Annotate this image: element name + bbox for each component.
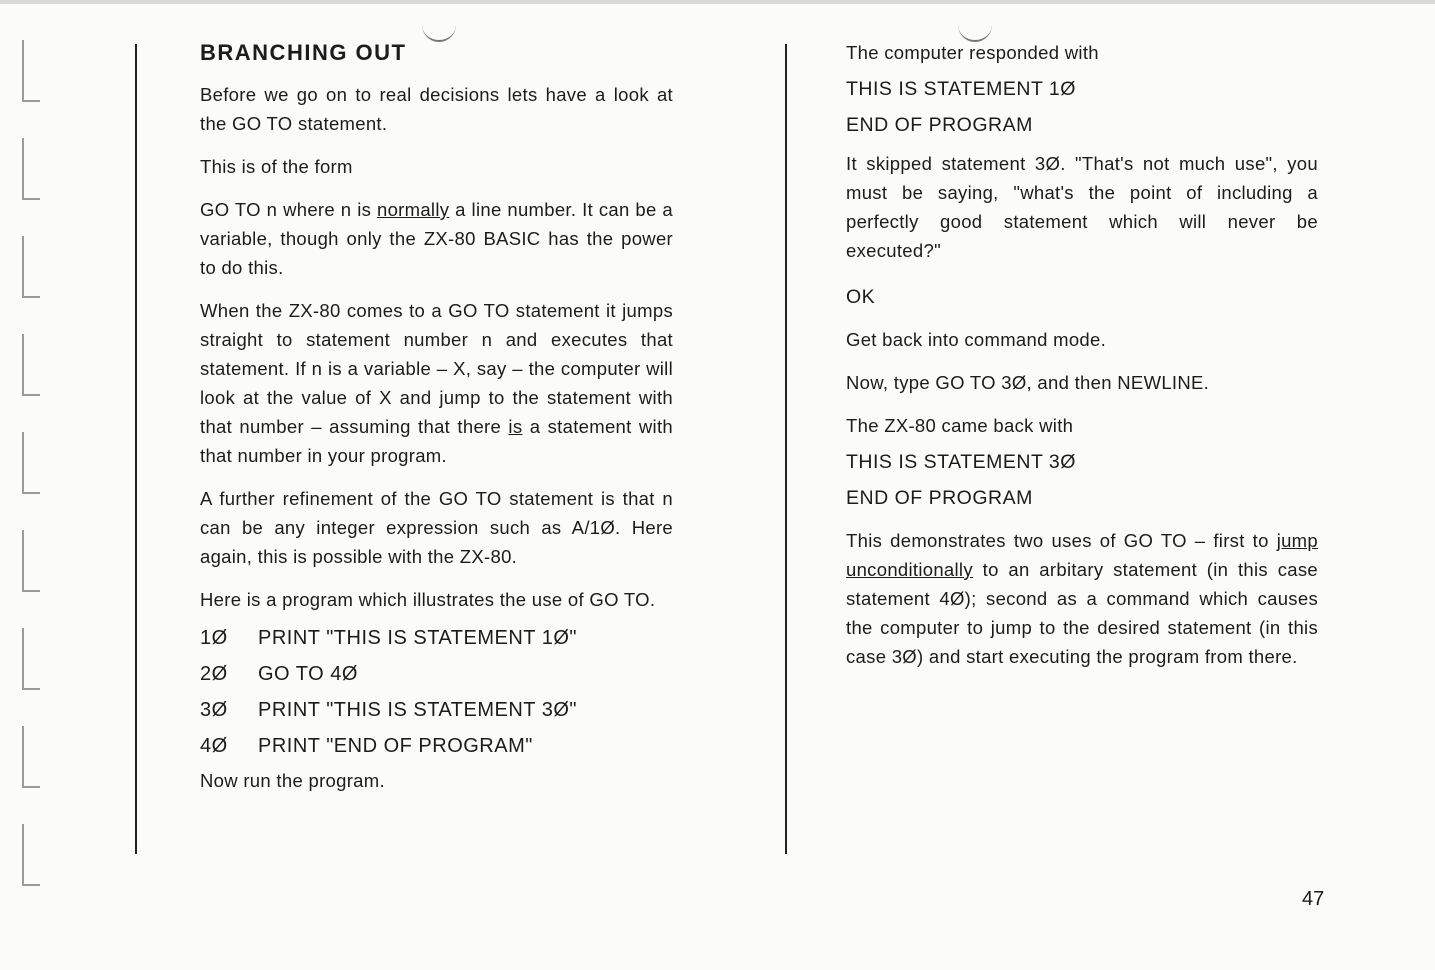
- right-column-rule: [785, 44, 787, 854]
- text-segment: a statement with that number in your program.: [200, 416, 673, 466]
- form-intro: This is of the form: [200, 156, 353, 177]
- line-code: PRINT "THIS IS STATEMENT 3Ø": [258, 699, 577, 721]
- line-number: 1Ø: [200, 627, 228, 649]
- page-top-edge: [0, 0, 1435, 4]
- ok-output: OK: [846, 286, 876, 308]
- binding-mark: [22, 726, 40, 788]
- program-line: [200, 692, 673, 728]
- run-note: Now run the program.: [200, 770, 385, 791]
- responded-paragraph: The computer responded with: [846, 42, 1099, 63]
- program-intro: Here is a program which illustrates the use of GO TO.: [200, 589, 656, 610]
- text-segment: to an arbitary statement (in this case statement 4Ø); second as a command which causes the computer to jump to the desired statement (in this case 3Ø) and start executing the program from there.: [846, 559, 1318, 667]
- program-line: [200, 620, 673, 656]
- underlined-word: is: [508, 416, 523, 437]
- program-listing: [200, 620, 673, 764]
- line-number: 3Ø: [200, 699, 228, 721]
- program-line: [200, 656, 673, 692]
- demonstrates-paragraph: [846, 526, 1318, 671]
- binding-mark: [22, 236, 40, 298]
- binding-mark: [22, 40, 40, 102]
- binding-mark: [22, 824, 40, 886]
- left-column-rule: [135, 44, 137, 854]
- underlined-word: normally: [376, 199, 450, 220]
- binding-mark: [22, 530, 40, 592]
- binding-mark: [22, 628, 40, 690]
- text-segment: GO TO n where n is: [200, 199, 377, 220]
- line-number: 2Ø: [200, 663, 228, 685]
- binding-mark: [22, 432, 40, 494]
- binding-mark: [22, 334, 40, 396]
- line-code: GO TO 4Ø: [258, 663, 358, 685]
- jump-description: [200, 296, 673, 470]
- command-mode-paragraph: Get back into command mode.: [846, 329, 1107, 350]
- program-line: [200, 728, 673, 764]
- line-code: PRINT "END OF PROGRAM": [258, 735, 533, 757]
- type-goto-paragraph: Now, type GO TO 3Ø, and then NEWLINE.: [846, 372, 1210, 393]
- intro-paragraph: Before we go on to real decisions lets have a look at the GO TO statement.: [200, 84, 673, 134]
- line-number: 4Ø: [200, 735, 228, 757]
- right-column: [846, 38, 1318, 685]
- output-line: END OF PROGRAM: [846, 487, 1033, 509]
- output-line: THIS IS STATEMENT 3Ø: [846, 451, 1076, 473]
- goto-description: [200, 195, 673, 282]
- line-code: PRINT "THIS IS STATEMENT 1Ø": [258, 627, 577, 649]
- text-segment: When the ZX-80 comes to a GO TO statement it jumps straight to statement number n and executes that statement. If n is a variable – X, say – the computer will look at the value of X and jump to the statement with that number – assuming that there: [200, 300, 673, 437]
- skipped-paragraph: It skipped statement 3Ø. "That's not much use", you must be saying, "what's the point of including a perfectly good statement which will never be executed?": [846, 153, 1318, 261]
- page-heading: BRANCHING OUT: [200, 40, 407, 65]
- text-segment: This demonstrates two uses of GO TO – first to: [846, 530, 1277, 551]
- output-line: THIS IS STATEMENT 1Ø: [846, 78, 1076, 100]
- binding-marks: [0, 0, 60, 970]
- came-back-paragraph: The ZX-80 came back with: [846, 415, 1074, 436]
- text-segment: a line number. It can be a variable, though only the ZX-80 BASIC has the power to do this.: [200, 199, 673, 278]
- binding-mark: [22, 138, 40, 200]
- underlined-phrase: jump unconditionally: [846, 530, 1318, 580]
- page-number: 47: [1302, 888, 1325, 910]
- output-line: END OF PROGRAM: [846, 114, 1033, 136]
- left-column: [200, 38, 673, 809]
- refinement-paragraph: A further refinement of the GO TO statement is that n can be any integer expression such as A/1Ø. Here again, this is possible with the ZX-80.: [200, 488, 673, 567]
